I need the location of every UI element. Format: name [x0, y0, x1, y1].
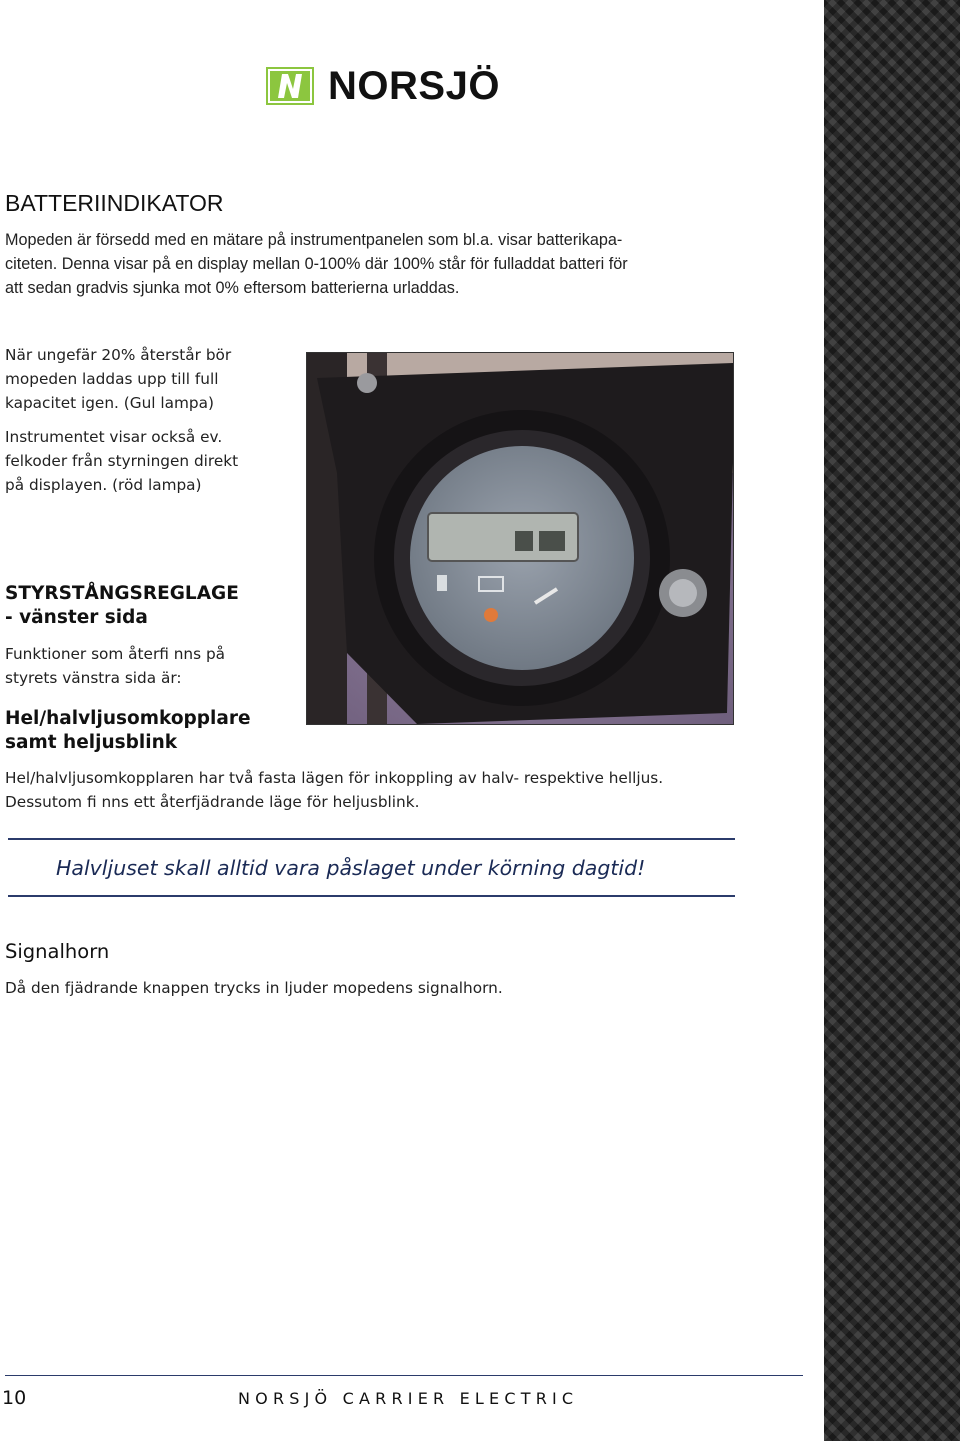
- fault-line-3: på displayen. (röd lampa): [5, 476, 202, 494]
- notice-top-rule: [8, 838, 735, 840]
- notice-bottom-rule: [8, 895, 735, 897]
- logo-wordmark: NORSJÖ: [328, 64, 500, 108]
- daylight-notice: Halvljuset skall alltid vara påslaget under körning dagtid!: [56, 856, 646, 880]
- charge-line-3: kapacitet igen. (Gul lampa): [5, 394, 214, 412]
- switch-heading-line-2: samt heljusblink: [5, 732, 178, 753]
- switch-text-line-2: Dessutom fi nns ett återfjädrande läge för heljusblink.: [5, 793, 420, 811]
- battery-heading: BATTERIINDIKATOR: [5, 190, 224, 216]
- logo-badge-icon: [266, 67, 314, 105]
- fault-line-2: felkoder från styrningen direkt: [5, 452, 239, 470]
- horn-text: Då den fjädrande knappen trycks in ljuder mopedens signalhorn.: [5, 979, 503, 997]
- instrument-panel-photo: [306, 352, 734, 725]
- battery-intro-line-2: citeten. Denna visar på en display mellan 0-100% där 100% står för fulladdat batteri för: [5, 255, 628, 273]
- fault-line-1: Instrumentet visar också ev.: [5, 428, 223, 446]
- handlebar-heading-line-2: - vänster sida: [5, 607, 148, 628]
- footer-rule: [5, 1375, 803, 1376]
- switch-heading-line-1: Hel/halvljusomkopplare: [5, 708, 251, 729]
- handlebar-intro-line-1: Funktioner som återfi nns på: [5, 645, 226, 663]
- battery-intro-line-1: Mopeden är försedd med en mätare på instrumentpanelen som bl.a. visar batterikapa-: [5, 231, 623, 249]
- battery-intro-line-3: att sedan gradvis sjunka mot 0% eftersom batterierna urladdas.: [5, 279, 460, 297]
- handlebar-intro-line-2: styrets vänstra sida är:: [5, 669, 182, 687]
- footer-title: NORSJÖ CARRIER ELECTRIC: [238, 1389, 579, 1408]
- charge-line-1: När ungefär 20% återstår bör: [5, 346, 232, 364]
- horn-heading: Signalhorn: [5, 940, 110, 963]
- carbon-fiber-sidebar: [824, 0, 960, 1441]
- norsjo-logo: [266, 66, 500, 106]
- page-number: 10: [2, 1387, 27, 1409]
- switch-text-line-1: Hel/halvljusomkopplaren har två fasta lägen för inkoppling av halv- respektive helljus.: [5, 769, 664, 787]
- handlebar-heading-line-1: STYRSTÅNGSREGLAGE: [5, 583, 239, 604]
- charge-line-2: mopeden laddas upp till full: [5, 370, 219, 388]
